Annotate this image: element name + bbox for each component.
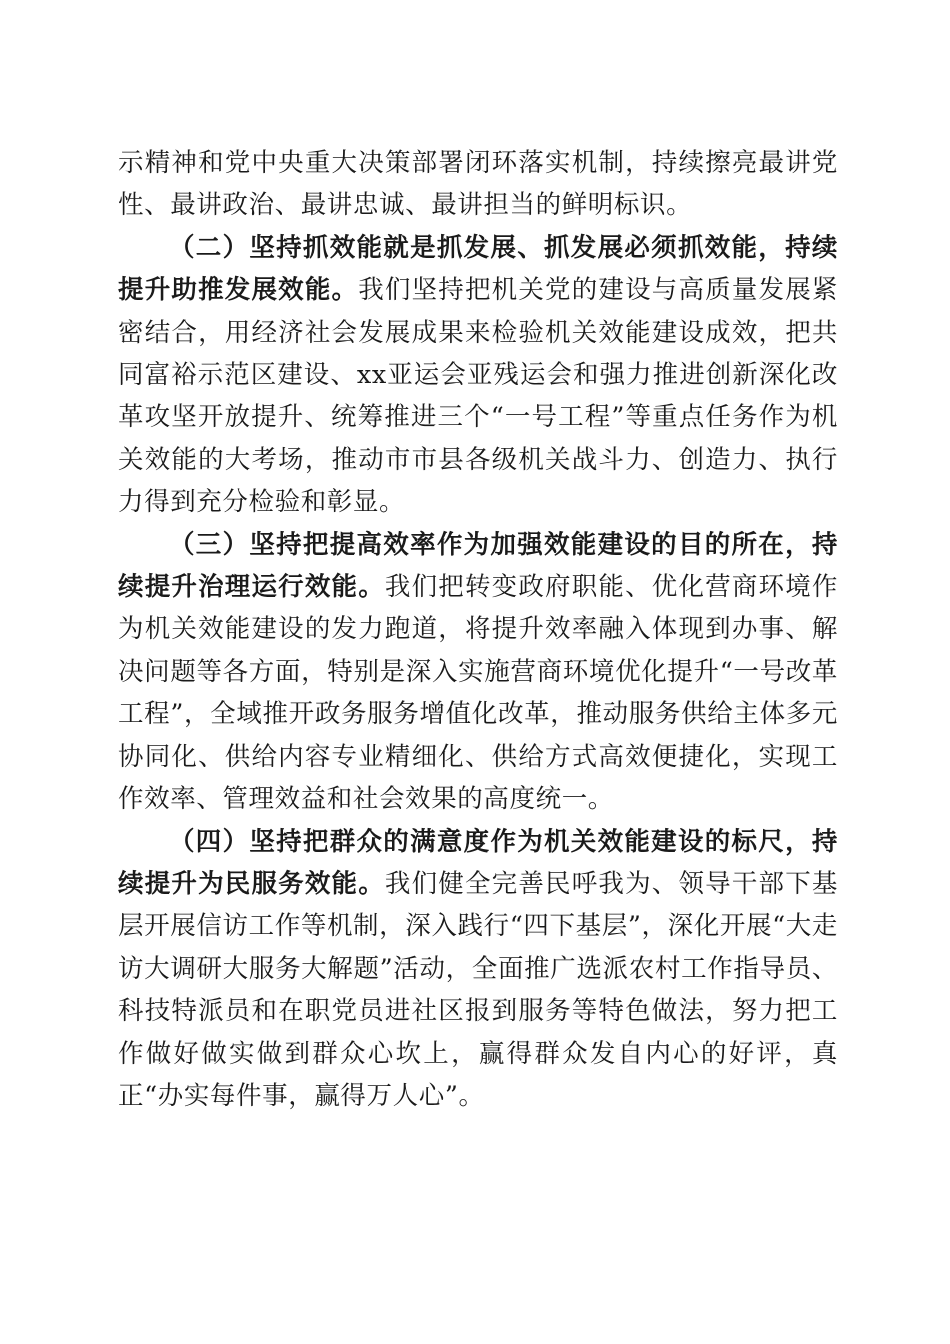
paragraph-4 <box>118 821 838 1118</box>
document-page <box>118 142 838 1117</box>
paragraph-3-body: 我们把转变政府职能、优化营商环境作为机关效能建设的发力跑道，将提升效率融入体现到办事、解决问题等各方面，特别是深入实施营商环境优化提升“一号改革工程”，全域推开政务服务增值化改革，推动服务供给主体多元协同化、供给内容专业精细化、供给方式高效便捷化，实现工作效率、管理效益和社会效果的高度统一。 <box>118 572 838 815</box>
paragraph-2-body: 我们坚持把机关党的建设与高质量发展紧密结合，用经济社会发展成果来检验机关效能建设成效，把共同富裕示范区建设、xx亚运会亚残运会和强力推进创新深化改革攻坚开放提升、统筹推进三个“一号工程”等重点任务作为机关效能的大考场，推动市市县各级机关战斗力、创造力、执行力得到充分检验和彰显。 <box>118 275 838 518</box>
paragraph-4-heading: （四）坚持把群众的满意度作为机关效能建设的标尺，持续提升为民服务效能。 <box>118 826 838 899</box>
paragraph-1-body: 示精神和党中央重大决策部署闭环落实机制，持续擦亮最讲党性、最讲政治、最讲忠诚、最讲担当的鲜明标识。 <box>118 148 838 221</box>
paragraph-1 <box>118 142 838 227</box>
paragraph-2-heading: （二）坚持抓效能就是抓发展、抓发展必须抓效能，持续提升助推发展效能。 <box>118 232 838 306</box>
paragraph-2 <box>118 227 838 524</box>
paragraph-3-heading: （三）坚持把提高效率作为加强效能建设的目的所在，持续提升治理运行效能。 <box>118 529 838 603</box>
paragraph-3 <box>118 524 838 821</box>
paragraph-4-body: 我们健全完善民呼我为、领导干部下基层开展信访工作等机制，深入践行“四下基层”，深化开展“大走访大调研大服务大解题”活动，全面推广选派农村工作指导员、科技特派员和在职党员进社区报到服务等特色做法，努力把工作做好做实做到群众心坎上，赢得群众发自内心的好评，真正“办实每件事，赢得万人心”。 <box>118 868 838 1111</box>
